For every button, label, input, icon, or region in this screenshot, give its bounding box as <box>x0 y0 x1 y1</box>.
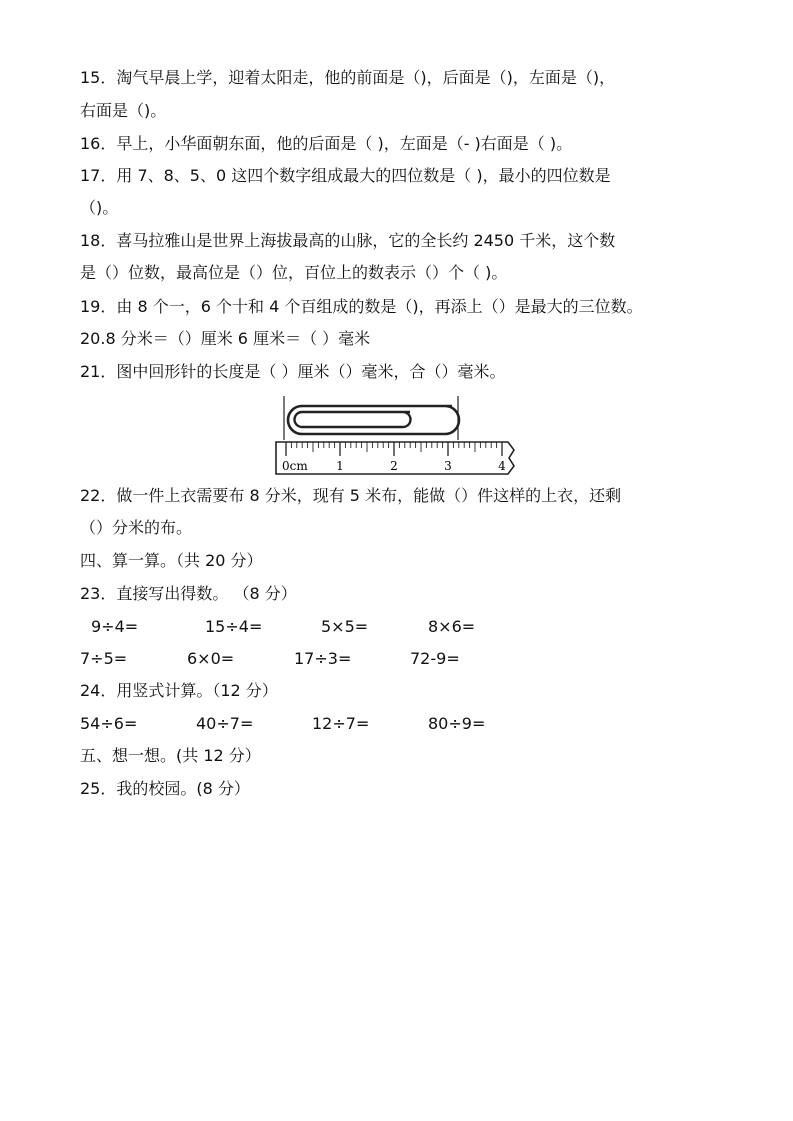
ruler-label-3: 3 <box>444 459 452 473</box>
question-23-title: 23．直接写出得数。 （8 分） <box>80 584 297 603</box>
question-20: 20.8 分米＝（）厘米 6 厘米＝（ ）毫米 <box>80 329 371 348</box>
q23-item: 15÷4= <box>205 617 263 636</box>
question-22-line-1: 22．做一件上衣需要布 8 分米，现有 5 米布，能做（）件这样的上衣，还剩 <box>80 486 622 505</box>
question-19: 19．由 8 个一，6 个十和 4 个百组成的数是（)，再添上（）是最大的三位数。 <box>80 297 643 316</box>
q24-item: 12÷7= <box>312 714 370 733</box>
paperclip-inner-loop <box>295 412 411 427</box>
question-15-line-1: 15．淘气早晨上学，迎着太阳走，他的前面是（)，后面是（)，左面是（)， <box>80 68 616 87</box>
paperclip-icon <box>288 406 459 434</box>
question-15-line-2: 右面是（)。 <box>80 101 167 120</box>
q23-item: 9÷4= <box>91 617 139 636</box>
section-4-heading: 四、算一算。（共 20 分） <box>80 551 263 570</box>
q24-item: 54÷6= <box>80 714 138 733</box>
section-5-heading: 五、想一想。(共 12 分） <box>80 746 261 765</box>
q23-item: 6×0= <box>187 649 235 668</box>
q23-item: 17÷3= <box>294 649 352 668</box>
q23-item: 7÷5= <box>80 649 128 668</box>
question-17-line-2: （)。 <box>80 198 119 217</box>
question-22-line-2: （）分米的布。 <box>80 518 193 537</box>
question-24-title: 24．用竖式计算。（12 分） <box>80 681 278 700</box>
q23-item: 72-9= <box>410 649 460 668</box>
q23-item: 8×6= <box>428 617 476 636</box>
question-21: 21．图中回形针的长度是（ ）厘米（）毫米，合（）毫米。 <box>80 362 506 381</box>
question-18-line-1: 18．喜马拉雅山是世界上海拔最高的山脉，它的全长约 2450 千米，这个数 <box>80 231 616 250</box>
paperclip-ruler-figure <box>274 390 519 480</box>
ruler-label-4: 4 <box>498 459 506 473</box>
paperclip-outer-loop <box>288 406 459 434</box>
q23-row-1 <box>0 617 793 637</box>
ruler-label-1: 1 <box>336 459 344 473</box>
question-25-title: 25．我的校园。(8 分） <box>80 779 250 798</box>
q24-item: 40÷7= <box>196 714 254 733</box>
question-18-line-2: 是（）位数，最高位是（）位，百位上的数表示（）个（ )。 <box>80 263 508 282</box>
q24-item: 80÷9= <box>428 714 486 733</box>
question-17-line-1: 17．用 7、8、5、0 这四个数字组成最大的四位数是（ )，最小的四位数是 <box>80 166 611 185</box>
q23-item: 5×5= <box>321 617 369 636</box>
ruler-icon <box>276 442 514 474</box>
ruler-label-2: 2 <box>390 459 398 473</box>
ruler-label-0: 0cm <box>282 459 308 473</box>
q24-row <box>0 714 793 734</box>
q23-row-2 <box>0 649 793 669</box>
question-16: 16．早上，小华面朝东面，他的后面是（ )，左面是（- )右面是（ )。 <box>80 134 573 153</box>
